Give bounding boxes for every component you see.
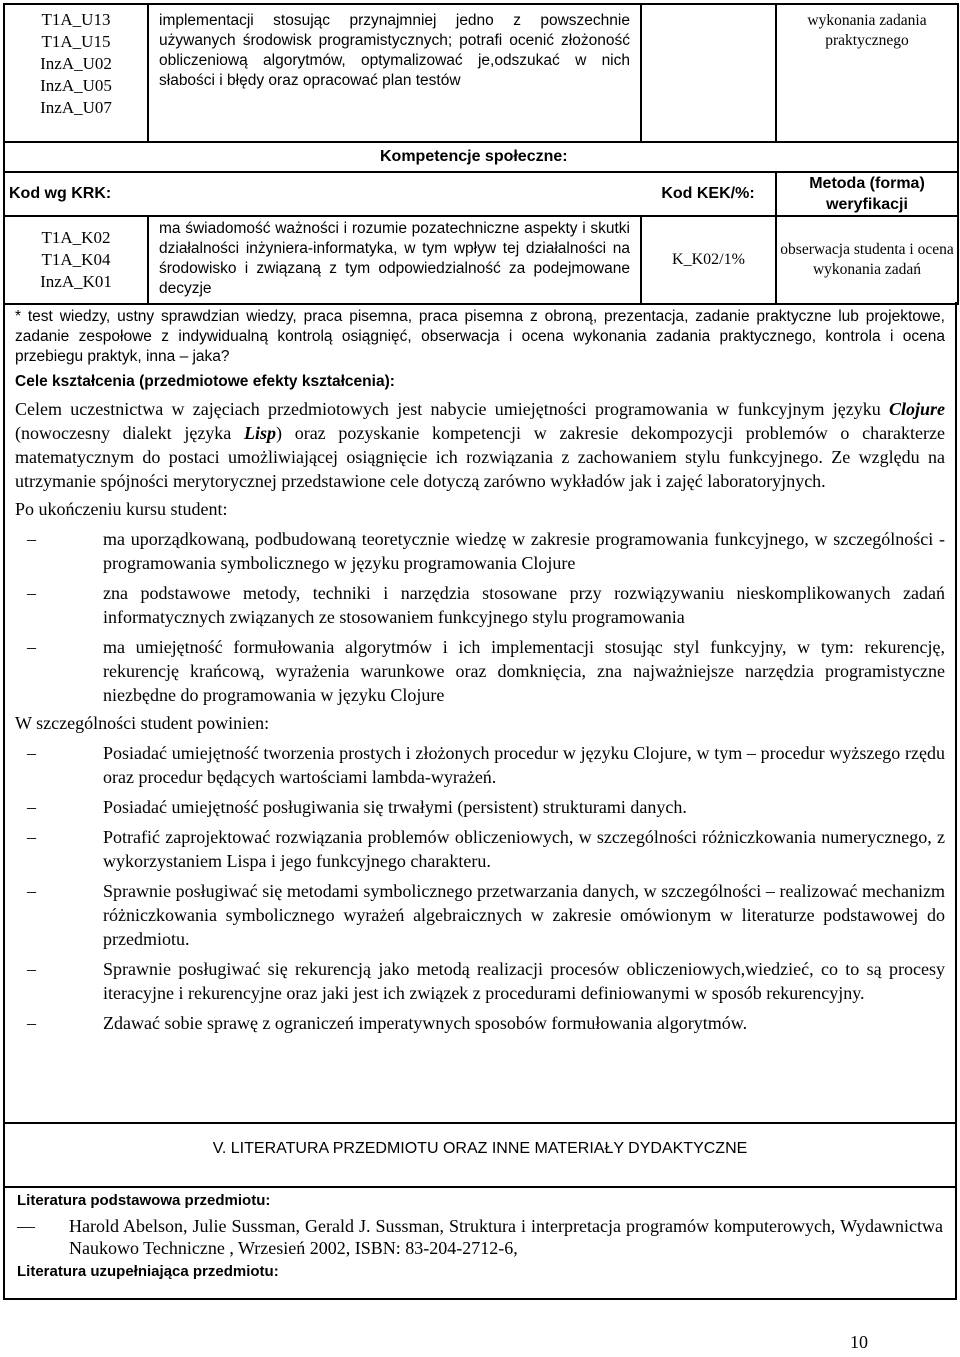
dash: — — [17, 1216, 35, 1236]
after-course-label: Po ukończeniu kursu student: — [15, 499, 228, 519]
dash: – — [27, 583, 36, 603]
code: InzA_U07 — [40, 98, 112, 117]
item-text: Harold Abelson, Julie Sussman, Gerald J. Sussman, Struktura i interpretacja programów komputerowych, Wydawnictwa Naukowo Techniczne , Wrzesień 2002, ISBN: 83-204-2712-6, — [69, 1216, 943, 1258]
kod-krk-label: Kod wg KRK: — [4, 172, 641, 216]
literature-section — [3, 1124, 957, 1300]
list-item — [15, 527, 945, 575]
learning-outcomes-table — [3, 3, 959, 305]
literature-item — [17, 1215, 943, 1259]
dash: – — [27, 743, 36, 763]
row2-description: ma świadomość ważności i rozumie pozatechniczne aspekty i skutki działalności inżyniera-informatyka, w tym wpływ tej działalności na środowisko i związaną z tym odpowiedzialność za podejmowane decyzje — [148, 216, 641, 304]
literature-title: V. LITERATURA PRZEDMIOTU ORAZ INNE MATERIAŁY DYDAKTYCZNE — [212, 1140, 748, 1157]
metoda-label: Metoda (forma) weryfikacji — [776, 172, 958, 216]
row1-codes — [4, 4, 148, 142]
basic-literature-heading: Literatura podstawowa przedmiotu: — [17, 1192, 271, 1209]
item-text: ma umiejętność formułowania algorytmów i ich implementacji stosując styl funkcyjny, w tym: rekurencję, rekurencję krańcową, wyrażenia warunkowe oraz domknięcia, zna najważniejsze narzędzia programistyczne niezbędne do programowania w języku Clojure — [103, 637, 945, 705]
item-text: Posiadać umiejętność posługiwania się trwałymi (persistent) strukturami danych. — [103, 797, 687, 817]
cele-paragraph — [15, 397, 945, 493]
list-item — [15, 957, 945, 1005]
dash: – — [27, 1013, 36, 1033]
row2-kek: K_K02/1% — [641, 216, 776, 304]
list-item — [15, 795, 945, 819]
dash: – — [27, 959, 36, 979]
code: InzA_K01 — [40, 272, 112, 291]
item-text: zna podstawowe metody, techniki i narzędzia stosowane przy rozwiązywaniu nieskomplikowanych zadań informatycznych związanych ze stosowaniem funkcyjnego stylu programowania — [103, 583, 945, 627]
empty-cell — [4, 142, 148, 172]
kod-kek-label: Kod KEK/%: — [641, 172, 776, 216]
item-text: Potrafić zaprojektować rozwiązania problemów obliczeniowych, w szczególności różniczkowania numerycznego, z wykorzystaniem Lispa i jego funkcyjnego charakteru. — [103, 827, 945, 871]
code: InzA_U02 — [40, 54, 112, 73]
should-label: W szczególności student powinien: — [15, 713, 270, 733]
extra-literature-heading: Literatura uzupełniająca przedmiotu: — [17, 1263, 279, 1280]
kompetencje-header: Kompetencje społeczne: — [148, 142, 776, 172]
text: Celem uczestnictwa w zajęciach przedmiotowych jest nabycie umiejętności programowania w funkcyjnym języku — [15, 399, 889, 419]
code: InzA_U05 — [40, 76, 112, 95]
item-text: ma uporządkowaną, podbudowaną teoretycznie wiedzę w zakresie programowania funkcyjnego, w szczególności - programowania symbolicznego w języku programowania Clojure — [103, 529, 945, 573]
list-item — [15, 741, 945, 789]
list-item — [15, 635, 945, 707]
verification-note: * test wiedzy, ustny sprawdzian wiedzy, praca pisemna, praca pisemna z obroną, prezentacja, zadanie praktyczne lub projektowe, zadanie zespołowe z indywidualną kontrolą osiągnięć, obserwacja i ocena wykonania zadania praktycznego, kontrola i ocena przebiegu praktyk, inna – jaka? — [15, 308, 945, 365]
code: T1A_U13 — [41, 10, 111, 29]
code: T1A_U15 — [41, 32, 111, 51]
row1-kek — [641, 4, 776, 142]
list-item — [15, 879, 945, 951]
text: ) oraz pozyskanie kompetencji w zakresie dekompozycji problemów o charakterze matematycznym do postaci umożliwiającej osiągnięcie ich rozwiązania z zachowaniem stylu funkcyjnego. Ze względu na utrzymanie spójności merytorycznej przedstawione cele dotyczą zarówno wykładów jak i zajęć laboratoryjnych. — [15, 423, 945, 491]
item-text: Posiadać umiejętność tworzenia prostych i złożonych procedur w języku Clojure, w tym – procedur wyższego rzędu oraz procedur będących wartościami lambda-wyrażeń. — [103, 743, 945, 787]
list-item — [15, 825, 945, 873]
dash: – — [27, 797, 36, 817]
lisp-term: Lisp — [244, 423, 277, 443]
list-item — [15, 581, 945, 629]
main-section — [3, 302, 957, 1124]
dash: – — [27, 637, 36, 657]
row1-method: wykonania zadania praktycznego — [776, 4, 958, 142]
row2-method: obserwacja studenta i ocena wykonania zadań — [776, 216, 958, 304]
list-item — [15, 1011, 945, 1035]
page-number: 10 — [850, 1332, 868, 1352]
item-text: Sprawnie posługiwać się rekurencją jako metodą realizacji procesów obliczeniowych,wiedzieć, co to są procesy iteracyjne i rekurencyjne oraz jaki jest ich związek z procedurami definiowanymi w sposób rekurencyjny. — [103, 959, 945, 1003]
dash: – — [27, 881, 36, 901]
text: (nowoczesny dialekt języka — [15, 423, 244, 443]
dash: – — [27, 529, 36, 549]
cele-heading: Cele kształcenia (przedmiotowe efekty kształcenia): — [15, 373, 395, 390]
item-text: Sprawnie posługiwać się metodami symbolicznego przetwarzania danych, w szczególności – realizować mechanizm różniczkowania symbolicznego wyrażeń algebraicznych w zakresie omówionym w literaturze podstawowej do przedmiotu. — [103, 881, 945, 949]
code: T1A_K02 — [41, 228, 111, 247]
empty-cell — [776, 142, 958, 172]
dash: – — [27, 827, 36, 847]
row1-description: implementacji stosując przynajmniej jedno z powszechnie używanych środowisk programistycznych; potrafi ocenić złożoność obliczeniową algorytmów, optymalizować je,odszukać w nich słabości i błędy oraz opracować plan testów — [148, 4, 641, 142]
clojure-term: Clojure — [888, 399, 945, 419]
row2-codes — [4, 216, 148, 304]
literature-box — [5, 1186, 955, 1284]
item-text: Zdawać sobie sprawę z ograniczeń imperatywnych sposobów formułowania algorytmów. — [103, 1013, 748, 1033]
code: T1A_K04 — [41, 250, 111, 269]
